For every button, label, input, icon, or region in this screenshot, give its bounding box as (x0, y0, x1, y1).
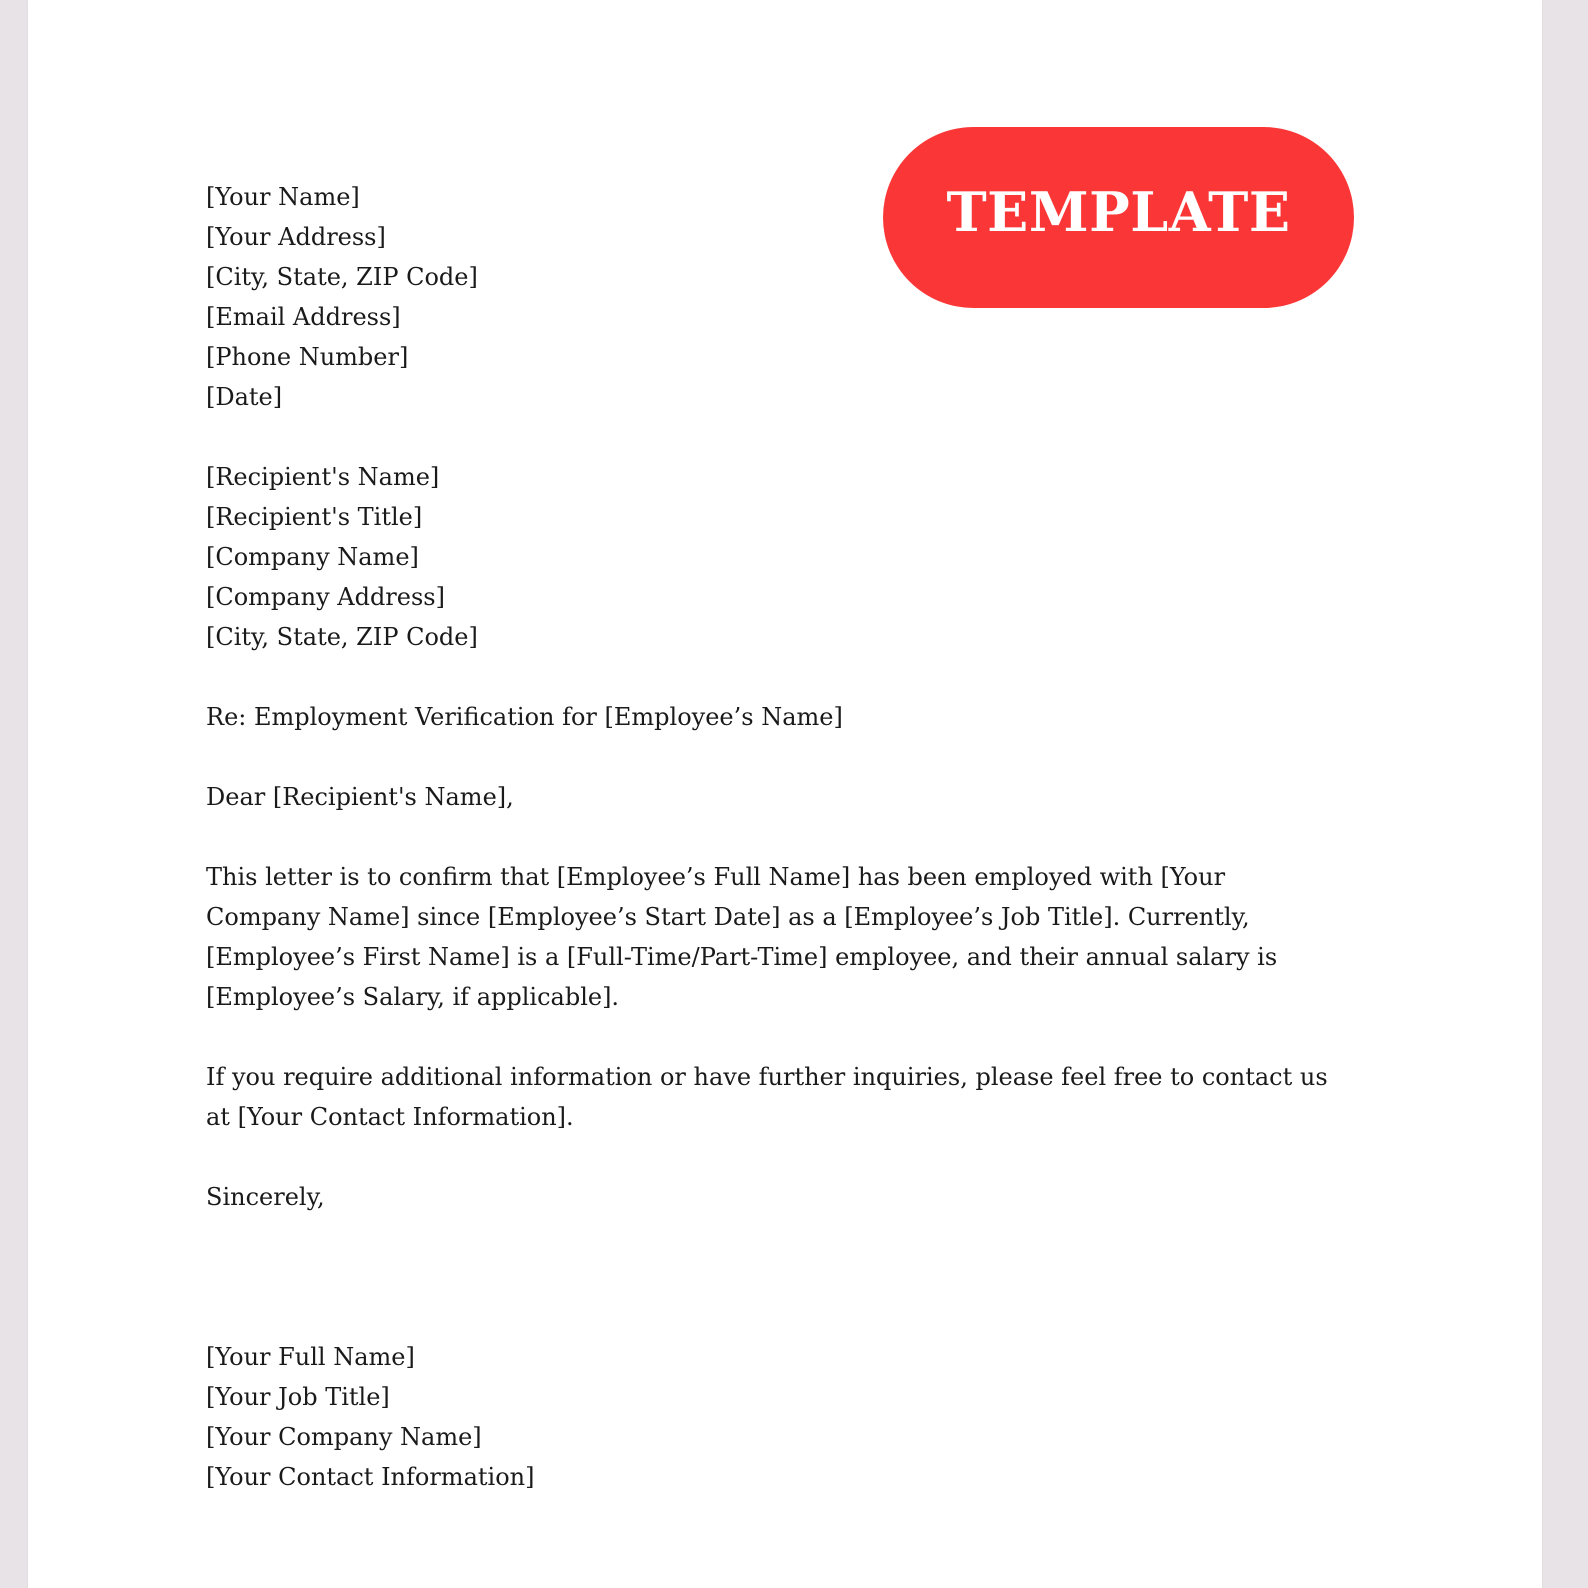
signature-contact: [Your Contact Information] (206, 1463, 535, 1491)
body-paragraph-1-line-3: [Employee’s First Name] is a [Full-Time/Part-Time] employee, and their annual salary is (206, 943, 1278, 971)
body-paragraph-1-line-2: Company Name] since [Employee’s Start Date] as a [Employee’s Job Title]. Currently, (206, 903, 1250, 931)
sender-address: [Your Address] (206, 223, 386, 251)
signature-company: [Your Company Name] (206, 1423, 482, 1451)
template-badge-label: TEMPLATE (946, 179, 1291, 244)
sender-city-state-zip: [City, State, ZIP Code] (206, 263, 478, 291)
recipient-company-address: [Company Address] (206, 583, 445, 611)
signature-full-name: [Your Full Name] (206, 1343, 415, 1371)
sender-phone: [Phone Number] (206, 343, 409, 371)
subject-line: Re: Employment Verification for [Employee’s Name] (206, 703, 843, 731)
body-paragraph-1-line-1: This letter is to confirm that [Employee’s Full Name] has been employed with [Your (206, 863, 1226, 891)
sender-email: [Email Address] (206, 303, 401, 331)
signature-job-title: [Your Job Title] (206, 1383, 390, 1411)
letter-page (28, 0, 1542, 1588)
salutation: Dear [Recipient's Name], (206, 783, 514, 811)
recipient-city-state-zip: [City, State, ZIP Code] (206, 623, 478, 651)
recipient-title: [Recipient's Title] (206, 503, 423, 531)
body-paragraph-1-line-4: [Employee’s Salary, if applicable]. (206, 983, 620, 1011)
sender-name: [Your Name] (206, 183, 360, 211)
closing: Sincerely, (206, 1183, 325, 1211)
body-paragraph-2-line-1: If you require additional information or have further inquiries, please feel free to contact us (206, 1063, 1328, 1091)
body-paragraph-2-line-2: at [Your Contact Information]. (206, 1103, 574, 1131)
sender-date: [Date] (206, 383, 283, 411)
template-badge (883, 127, 1354, 308)
recipient-name: [Recipient's Name] (206, 463, 440, 491)
recipient-company: [Company Name] (206, 543, 419, 571)
